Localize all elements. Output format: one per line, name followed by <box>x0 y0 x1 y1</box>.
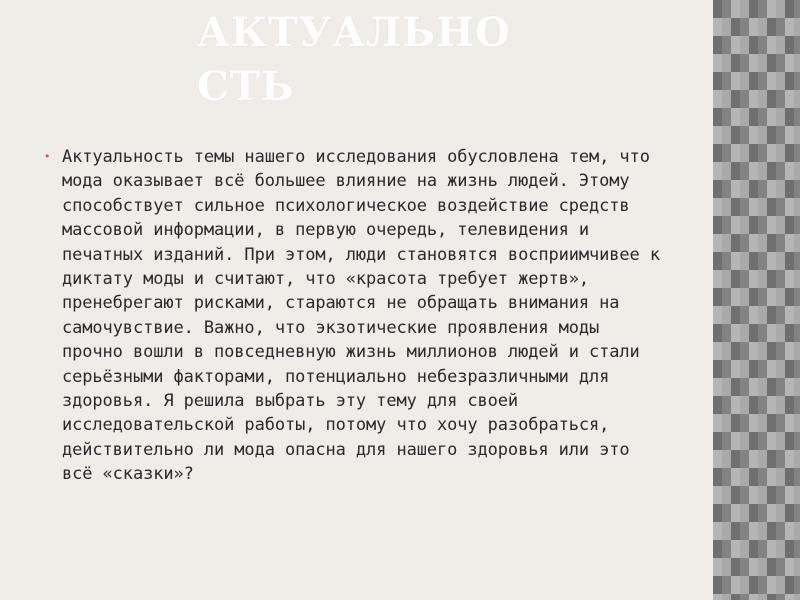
decorative-side-pattern <box>713 0 800 600</box>
bullet-item <box>44 145 669 487</box>
bullet-text: Актуальность темы нашего исследования обусловлена тем, что мода оказывает всё большее влияние на жизнь людей. Этому способствует сильное психологическое воздействие средств массовой информации, в первую очередь, телевидения и печатных изданий. При этом, люди становятся восприимчивее к диктату моды и считают, что «красота требует жертв», пренебрегают рисками, стараются не обращать внимания на самочувствие. Важно, что экзотические проявления моды прочно вошли в повседневную жизнь миллионов людей и стали серьёзными факторами, потенциально небезразличными для здоровья. Я решила выбрать эту тему для своей исследовательской работы, потому что хочу разобраться, действительно ли мода опасна для нашего здоровья или это всё «сказки»? <box>62 147 660 485</box>
slide-content <box>44 145 669 487</box>
bullet-marker-icon: • <box>44 150 51 163</box>
slide-title: АКТУАЛЬНО СТЬ <box>197 9 511 110</box>
